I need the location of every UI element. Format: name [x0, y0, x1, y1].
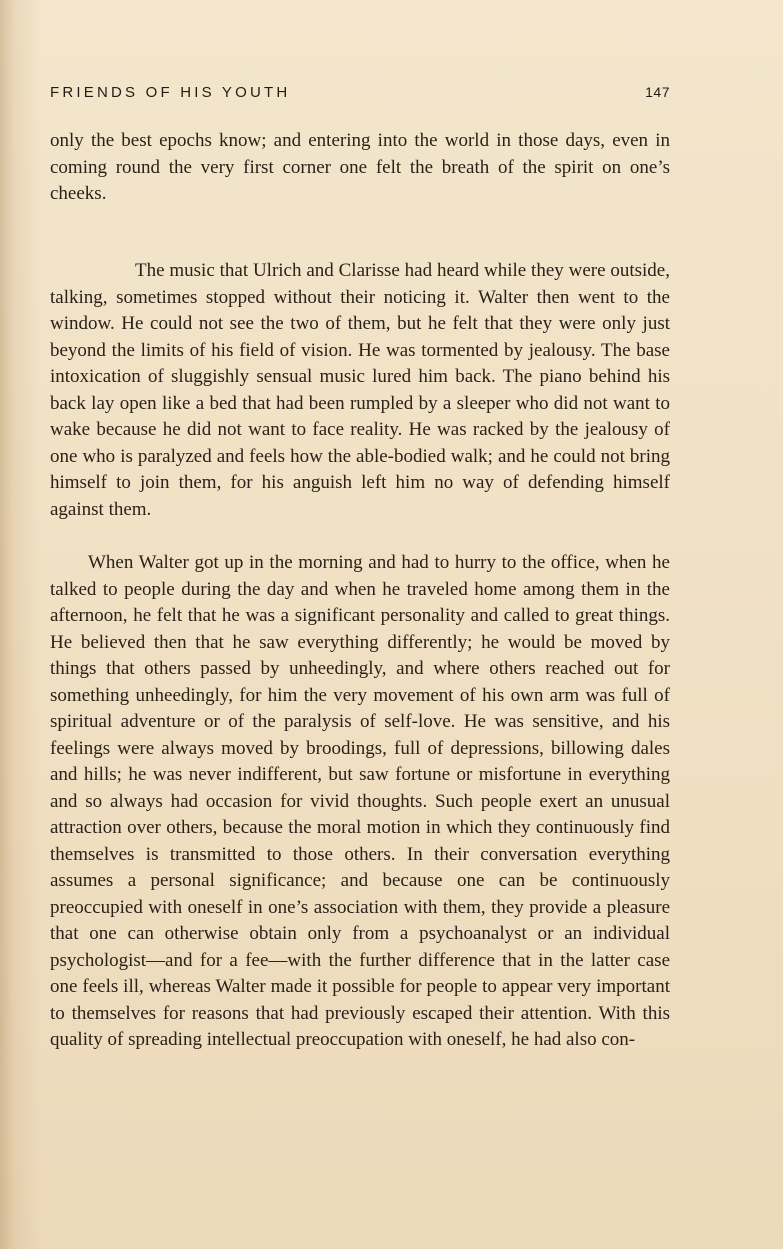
page-header: [50, 84, 670, 106]
paragraph-music: The music that Ulrich and Clarisse had heard while they were outside, talking, sometimes stopped without their noticing it. Walter then went to the window. He could not see the two of them, but he felt that they were only just beyond the limits of his field of vision. He was tormented by jealousy. The base intoxication of sluggishly sensual music lured him back. The piano behind his back lay open like a bed that had been rumpled by a sleeper who did not want to wake because he did not want to face reality. He was racked by the jealousy of one who is paralyzed and feels how the able-bodied walk; and he could not bring himself to join them, for his anguish left him no way of defending himself against them.: [50, 260, 670, 520]
paragraph-walter: When Walter got up in the morning and had to hurry to the office, when he talked to people during the day and when he traveled home among them in the afternoon, he felt that he was a significant personality and called to great things. He believed then that he saw everything differently; he would be moved by things that others passed by unheedingly, and where others reached out for something unheedingly, for him the very movement of his own arm was full of spiritual adventure or of the paralysis of self-love. He was sensitive, and his feelings were always moved by broodings, full of depressions, billowing dales and hills; he was never indifferent, but saw fortune or misfortune in everything and so always had occasion for vivid thoughts. Such people exert an unusual attraction over others, because the moral motion in which they continuously find themselves is transmitted to those others. In their conversation everything assumes a personal significance; and because one can be continuously preoccupied with oneself in one’s association with them, they provide a pleasure that one can otherwise obtain only from a psychoanalyst or an individual psychologist—and for a fee—with the further difference that in the latter case one feels ill, whereas Walter made it possible for people to appear very important to themselves for reasons that had previously escaped their attention. With this quality of spreading intellectual preoccupation with oneself, he had also con-: [50, 552, 670, 1050]
running-head: FRIENDS OF HIS YOUTH: [50, 84, 291, 101]
page-number: 147: [645, 84, 670, 100]
paragraph-continued: only the best epochs know; and entering into the world in those days, even in coming round the very first corner one felt the breath of the spirit on one’s cheeks.: [50, 130, 670, 204]
